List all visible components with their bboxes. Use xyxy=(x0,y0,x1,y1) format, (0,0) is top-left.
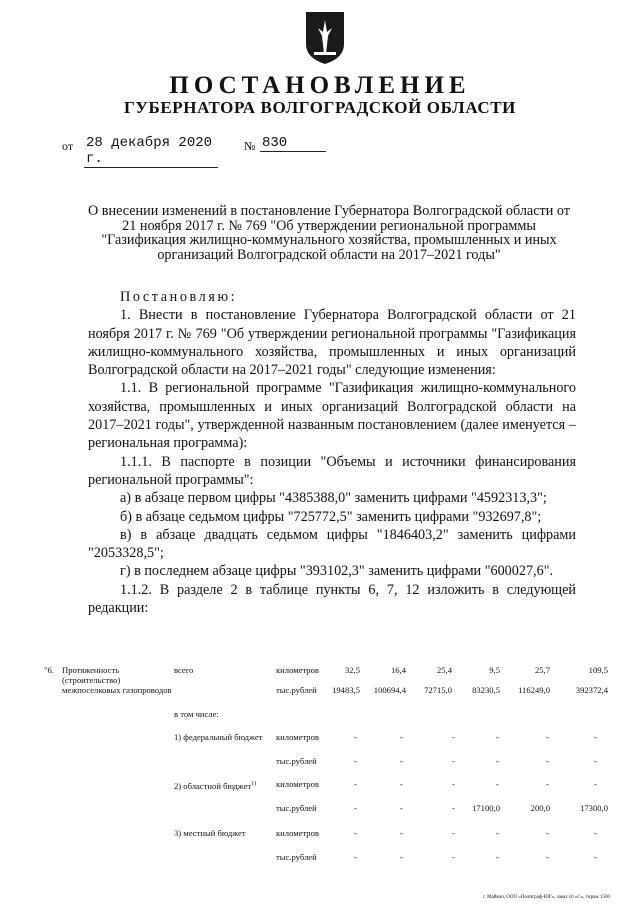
unit-km: километров xyxy=(276,828,319,838)
document-subject: О внесении изменений в постановление Губернатора Волгоградской области от 21 ноября 2017 г. № 769 "Об утверждении региональной программы "Газификация жилищно-коммунального хозяйства, промышленных и иных организаций Волгоградской области на 2017–2021 годы" xyxy=(88,203,570,263)
dash: - xyxy=(400,828,403,838)
unit-km: километров xyxy=(276,732,319,742)
paragraph-g: г) в последнем абзаце цифры "393102,3" заменить цифрами "600027,6". xyxy=(120,563,554,580)
total-rub-1: 19483,5 xyxy=(332,685,360,695)
total-rub-3: 72715,0 xyxy=(424,685,452,695)
document-number: 830 xyxy=(260,135,326,152)
dash: - xyxy=(496,756,499,766)
total-km-6: 109,5 xyxy=(588,665,608,675)
printer-imprint: г. Майкоп, ООО «Полиграф-ЮГ», заказ 10 «С», тираж 1500 xyxy=(483,895,610,900)
unit-rub: тыс.рублей xyxy=(276,756,317,766)
number-prefix: № xyxy=(244,139,256,153)
paragraph-a: а) в абзаце первом цифры "4385388,0" заменить цифрами "4592313,3"; xyxy=(120,490,547,507)
dash: - xyxy=(594,779,597,789)
paragraph-b: б) в абзаце седьмом цифры "725772,5" заменить цифрами "932697,8"; xyxy=(120,508,542,525)
table-item-name: Протяженность (строительство) межпоселковых газопроводов xyxy=(62,665,172,695)
local-budget-label: 3) местный бюджет xyxy=(174,828,246,838)
total-rub-6: 392372,4 xyxy=(575,685,608,695)
document-date: 28 декабря 2020 г. xyxy=(84,135,218,168)
dash: - xyxy=(354,852,357,862)
dash: - xyxy=(546,756,549,766)
including-label: в том числе: xyxy=(174,709,219,719)
paragraph-v: в) в абзаце двадцать седьмом цифры "1846403,2" заменить цифрами "2053328,5"; xyxy=(88,526,576,562)
unit-rub: тыс.рублей xyxy=(276,852,317,862)
dash: - xyxy=(400,803,403,813)
total-km-1: 32,5 xyxy=(344,665,360,675)
total-rub-4: 83230,5 xyxy=(472,685,500,695)
dash: - xyxy=(496,732,499,742)
regional-rub-6: 17300,0 xyxy=(580,803,608,813)
regional-budget-label: 2) областной бюджет$^{1)}$ xyxy=(174,780,257,791)
document-title: ПОСТАНОВЛЕНИЕ xyxy=(169,72,471,99)
document-subtitle: ГУБЕРНАТОРА ВОЛГОГРАДСКОЙ ОБЛАСТИ xyxy=(124,98,516,117)
dash: - xyxy=(354,732,357,742)
unit-rub: тыс.рублей xyxy=(276,803,317,813)
dash: - xyxy=(452,803,455,813)
total-km-4: 9,5 xyxy=(489,665,500,675)
dash: - xyxy=(452,828,455,838)
dash: - xyxy=(400,852,403,862)
dash: - xyxy=(452,779,455,789)
dash: - xyxy=(546,779,549,789)
dash: - xyxy=(594,828,597,838)
total-km-2: 16,4 xyxy=(390,665,406,675)
dash: - xyxy=(400,779,403,789)
dash: - xyxy=(354,779,357,789)
total-rub-2: 100694,4 xyxy=(373,685,406,695)
paragraph-1: 1. Внести в постановление Губернатора Волгоградской области от 21 ноября 2017 г. № 769 "Об утверждении региональной программы "Газификация жилищно-коммунального хозяйства, промышленных и иных организаций Волгоградской области на 2017–2021 годы" следующие изменения: xyxy=(88,307,576,379)
footnote-mark: 1) xyxy=(251,781,257,787)
dash: - xyxy=(546,828,549,838)
paragraph-1-1-2: 1.1.2. В разделе 2 в таблице пункты 6, 7, 12 изложить в следующей редакции: xyxy=(88,581,576,617)
dash: - xyxy=(496,779,499,789)
paragraph-1-1: 1.1. В региональной программе "Газификация жилищно-коммунального хозяйства, промышленных и иных организаций Волгоградской области на 2017–2021 годы", утвержденной названным постановлением (далее именуется – региональная программа): xyxy=(88,380,576,452)
decree-word: Постановляю: xyxy=(120,289,238,305)
dash: - xyxy=(400,732,403,742)
federal-budget-label: 1) федеральный бюджет xyxy=(174,732,263,742)
dash: - xyxy=(354,756,357,766)
dash: - xyxy=(452,756,455,766)
paragraph-1-1-1: 1.1.1. В паспорте в позиции "Объемы и источники финансирования региональной программы": xyxy=(88,453,576,488)
table-item-number: "6. xyxy=(44,665,54,675)
dash: - xyxy=(452,852,455,862)
total-km-5: 25,7 xyxy=(534,665,550,675)
unit-km: километров xyxy=(276,665,319,675)
dash: - xyxy=(354,803,357,813)
dash: - xyxy=(594,852,597,862)
dash: - xyxy=(354,828,357,838)
total-label: всего xyxy=(174,665,194,675)
dash: - xyxy=(452,732,455,742)
date-prefix: от xyxy=(62,139,74,153)
dash: - xyxy=(400,756,403,766)
total-km-3: 25,4 xyxy=(436,665,452,675)
dash: - xyxy=(546,732,549,742)
dash: - xyxy=(594,732,597,742)
dash: - xyxy=(496,828,499,838)
regional-rub-5: 200,0 xyxy=(530,803,550,813)
regional-rub-4: 17100,0 xyxy=(472,803,500,813)
dash: - xyxy=(496,852,499,862)
dash: - xyxy=(546,852,549,862)
unit-km: километров xyxy=(276,779,319,789)
unit-rub: тыс.рублей xyxy=(276,685,317,695)
dash: - xyxy=(594,756,597,766)
total-rub-5: 116249,0 xyxy=(518,685,550,695)
